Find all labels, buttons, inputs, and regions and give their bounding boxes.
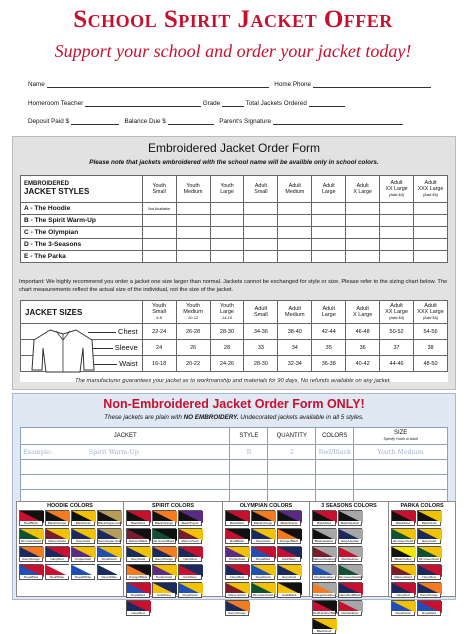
style-header: STYLE <box>230 428 268 445</box>
measurement-value: 37 <box>380 340 414 356</box>
color-swatch: Navy/Orange <box>417 582 441 598</box>
home-phone-label: Home Phone <box>274 81 312 88</box>
qty-cell[interactable] <box>244 227 278 239</box>
jacket-styles-table <box>20 175 448 263</box>
color-group-title: OLYMPIAN COLORS <box>239 503 293 509</box>
qty-cell[interactable] <box>380 251 414 263</box>
qty-cell[interactable] <box>210 203 244 215</box>
color-swatches-section <box>16 501 452 633</box>
color-swatch: Dk Green/Gold <box>251 582 275 598</box>
color-swatch: Red/White <box>45 564 69 580</box>
colors-header: COLORS <box>316 428 354 445</box>
color-swatch: Navy/Gold <box>417 528 441 544</box>
style-row <box>21 203 448 215</box>
note-bold: NO EMBROIDERY. <box>183 414 239 421</box>
size-column-header: Youth Large 14-16 <box>210 301 244 324</box>
style-name: D - The 3-Seasons <box>21 239 143 251</box>
color-swatch: Black/Red <box>312 510 336 526</box>
color-group-title: SPIRIT COLORS <box>152 503 194 509</box>
color-swatch: Navy/Red <box>391 582 415 598</box>
measurement-value: 36 <box>346 340 380 356</box>
color-group <box>16 501 124 597</box>
name-label: Name <box>28 81 45 88</box>
embroidered-order-panel <box>12 136 456 390</box>
measurement-value: 38-40 <box>278 324 312 340</box>
color-swatch: Navy/Red <box>417 564 441 580</box>
size-column-header: Youth Medium <box>176 176 210 203</box>
color-swatch: Royal/Gold <box>97 546 121 562</box>
measurement-value: 35 <box>312 340 346 356</box>
qty-cell[interactable] <box>142 215 176 227</box>
example-size: Youth Medium <box>354 445 448 460</box>
total-jackets-label: Total Jackets Ordered <box>245 100 307 107</box>
sizes-header-row <box>21 301 448 324</box>
color-swatch: Dk Green/Gold <box>19 528 43 544</box>
measurement-value: 38 <box>414 340 448 356</box>
qty-cell[interactable] <box>210 239 244 251</box>
color-swatch: Black/Red <box>126 510 150 526</box>
measurement-value: 34 <box>278 340 312 356</box>
name-row <box>28 80 431 88</box>
color-swatch: Navy/Heather <box>338 528 362 544</box>
color-swatch: Black/Orange <box>251 510 275 526</box>
color-swatch: Royal/Red <box>19 564 43 580</box>
grade-label: Grade <box>202 100 221 107</box>
size-column-header: Youth Large <box>210 176 244 203</box>
style-row <box>21 227 448 239</box>
grade-field[interactable] <box>222 99 244 107</box>
measurement-value: 33 <box>244 340 278 356</box>
page-title: School Spirit Jacket Offer <box>73 6 393 33</box>
color-swatch: Royal/Red <box>417 600 441 616</box>
measurement-value: 40-42 <box>346 356 380 372</box>
color-swatch: Navy/Orange <box>152 546 176 562</box>
qty-cell[interactable] <box>278 215 312 227</box>
size-column-header: Youth Small 6-8 <box>142 301 176 324</box>
order-row[interactable] <box>21 460 448 475</box>
measurement-label: Sleeve <box>21 340 143 356</box>
payment-row <box>28 117 403 125</box>
color-swatch: Navy/Red <box>178 546 202 562</box>
size-header <box>354 428 448 445</box>
qty-cell[interactable] <box>176 227 210 239</box>
measurement-value: 36-38 <box>312 356 346 372</box>
qty-cell[interactable] <box>176 251 210 263</box>
non-embroidered-note <box>13 414 455 421</box>
homeroom-field[interactable] <box>85 99 201 107</box>
non-embroidered-title: Non-Embroidered Jacket Order Form ONLY! <box>103 397 365 411</box>
qty-cell[interactable] <box>142 227 176 239</box>
total-jackets-field[interactable] <box>309 99 345 107</box>
color-swatch: Red/Black <box>225 528 249 544</box>
color-group <box>309 501 389 633</box>
size-column-header: Adult XX Large (Add $4) <box>380 301 414 324</box>
qty-cell[interactable] <box>346 203 380 215</box>
home-phone-field[interactable] <box>313 80 431 88</box>
non-embroidered-order-table <box>20 427 448 505</box>
measurement-value: 34-36 <box>244 324 278 340</box>
qty-cell[interactable] <box>176 203 210 215</box>
jacket-sizes-wrap <box>20 300 448 382</box>
color-swatch: Maroon/Gold <box>391 564 415 580</box>
name-field[interactable] <box>47 80 269 88</box>
color-group <box>388 501 456 615</box>
color-swatch: Black/Red <box>225 510 249 526</box>
style-name: E - The Parka <box>21 251 143 263</box>
color-swatch: Navy/Gold <box>251 528 275 544</box>
color-swatch: Black/Vegas Gold <box>97 510 121 526</box>
order-jacket-cell[interactable] <box>21 475 230 490</box>
example-colors: Red/Black <box>316 445 354 460</box>
styles-header-small: EMBROIDERED <box>24 181 70 187</box>
color-group <box>222 501 310 615</box>
style-name: A - The Hoodie <box>21 203 143 215</box>
example-style: B <box>230 445 268 460</box>
homeroom-row <box>28 99 345 107</box>
color-swatch: Navy/Orange <box>225 600 249 616</box>
deposit-field[interactable] <box>71 117 119 125</box>
size-header-label: SIZE <box>393 430 408 436</box>
measurement-value: 44-46 <box>380 356 414 372</box>
color-swatch: Black/Gold <box>417 510 441 526</box>
color-swatch: Orange/Heather <box>312 582 336 598</box>
order-row[interactable] <box>21 475 448 490</box>
color-swatch: Black/Gold <box>312 618 336 634</box>
color-swatch: Royal/Gold <box>391 600 415 616</box>
color-swatch: Maroon/Heather <box>312 546 336 562</box>
qty-cell[interactable] <box>380 203 414 215</box>
qty-cell[interactable] <box>414 227 448 239</box>
order-header-row <box>21 428 448 445</box>
color-swatch: Maroon/Gold <box>178 528 202 544</box>
color-swatch: Black/Orange <box>45 510 69 526</box>
color-swatch: Purple/Gold <box>152 564 176 580</box>
color-swatch: Dk Green/Heather <box>338 564 362 580</box>
measurement-value: 24-26 <box>210 356 244 372</box>
measurement-value: 54-56 <box>414 324 448 340</box>
example-jacket: Spirit Warm-Up <box>88 448 139 456</box>
qty-cell[interactable] <box>346 215 380 227</box>
measurement-value: 22-24 <box>142 324 176 340</box>
size-column-header: Adult Medium <box>278 176 312 203</box>
measurement-value: 28 <box>210 340 244 356</box>
size-column-header: Adult Large <box>312 176 346 203</box>
note-pre: These jackets are plain with <box>104 414 184 421</box>
qty-cell[interactable] <box>210 251 244 263</box>
color-swatch: Gold/Navy <box>152 582 176 598</box>
color-swatch: Black/Red <box>391 510 415 526</box>
size-column-header: Adult Medium <box>278 301 312 324</box>
size-column-header: Adult XX Large (Add $4) <box>380 176 414 203</box>
color-swatch: Dk Green/Black <box>152 528 176 544</box>
qty-cell[interactable] <box>278 203 312 215</box>
color-swatch: Red/Black <box>19 510 43 526</box>
measurement-value: 28-30 <box>244 356 278 372</box>
qty-cell[interactable] <box>380 239 414 251</box>
qty-cell[interactable] <box>142 251 176 263</box>
color-swatch: Red/Navy <box>178 564 202 580</box>
qty-cell[interactable] <box>414 239 448 251</box>
size-column-header: Adult Small <box>244 301 278 324</box>
styles-header-cell <box>21 176 143 203</box>
color-swatch: Dk Green/Gold <box>391 528 415 544</box>
color-swatch: Orange/Black <box>126 564 150 580</box>
style-row <box>21 251 448 263</box>
page-subtitle: Support your school and order your jacket today! <box>54 41 412 61</box>
qty-cell[interactable] <box>312 203 346 215</box>
qty-cell[interactable] <box>210 227 244 239</box>
color-swatch: Royal/Red <box>126 582 150 598</box>
color-swatch: Navy/Red <box>45 546 69 562</box>
measurement-value: 26 <box>176 340 210 356</box>
signature-label: Parent’s Signature <box>219 118 271 125</box>
color-swatch: Orange/Black <box>277 528 301 544</box>
color-swatch: Navy/Red <box>225 564 249 580</box>
color-swatch: Gold/Black <box>277 582 301 598</box>
measurement-value: 50-52 <box>380 324 414 340</box>
note-post: Undecorated jackets available in all 5 styles. <box>238 414 364 421</box>
order-size-cell[interactable] <box>354 475 448 490</box>
color-swatch: Navy/Gold <box>277 564 301 580</box>
color-swatch: Maroon/Gold <box>225 582 249 598</box>
qty-cell[interactable] <box>176 215 210 227</box>
balance-field[interactable] <box>168 117 214 125</box>
qty-cell[interactable] <box>414 251 448 263</box>
order-quantity-cell[interactable] <box>268 475 316 490</box>
style-row <box>21 215 448 227</box>
color-swatch: Black/Heather <box>312 528 336 544</box>
measurement-value: 48-50 <box>414 356 448 372</box>
measurement-value: 32-34 <box>278 356 312 372</box>
size-column-header: Youth Small <box>142 176 176 203</box>
color-swatch: Red/Heather/Black <box>312 600 336 616</box>
qty-cell[interactable] <box>278 227 312 239</box>
example-jacket-cell <box>21 445 230 460</box>
color-swatch: Dk Green/Gold <box>417 546 441 562</box>
example-row <box>21 445 448 460</box>
qty-cell[interactable] <box>244 203 278 215</box>
qty-cell[interactable] <box>380 215 414 227</box>
styles-header-row <box>21 176 448 203</box>
color-swatch: Navy/White <box>97 564 121 580</box>
deposit-label: Deposit Paid $ <box>28 118 69 125</box>
qty-cell[interactable] <box>210 215 244 227</box>
color-swatch: Purple/Gold <box>71 546 95 562</box>
color-swatch: Navy/Red/Black <box>338 582 362 598</box>
qty-cell[interactable] <box>244 251 278 263</box>
order-style-cell[interactable] <box>230 475 268 490</box>
qty-cell[interactable] <box>312 251 346 263</box>
size-column-header: Adult Large <box>312 301 346 324</box>
order-quantity-cell[interactable] <box>268 460 316 475</box>
qty-cell[interactable] <box>414 203 448 215</box>
qty-cell[interactable] <box>176 239 210 251</box>
color-swatch: Purple/Gold <box>225 546 249 562</box>
homeroom-label: Homeroom Teacher <box>28 100 84 107</box>
color-swatch: Black/Purple <box>178 510 202 526</box>
color-swatch: Black/Yellow <box>391 546 415 562</box>
jacket-outline-icon <box>28 326 98 376</box>
color-group-title: 3 SEASONS COLORS <box>321 503 377 509</box>
order-colors-cell[interactable] <box>316 460 354 475</box>
color-swatch: Black/Purple <box>277 510 301 526</box>
color-swatch: Navy/Red <box>126 600 150 616</box>
non-embroidered-panel <box>12 393 456 633</box>
qty-cell[interactable] <box>346 239 380 251</box>
measurement-value: 16-18 <box>142 356 176 372</box>
qty-cell[interactable] <box>278 251 312 263</box>
color-group-title: PARKA COLORS <box>400 503 444 509</box>
measurement-value: 20-22 <box>176 356 210 372</box>
color-swatch: Maroon/Black <box>126 528 150 544</box>
style-name: B - The Spirit Warm-Up <box>21 215 143 227</box>
style-row <box>21 239 448 251</box>
embroidered-title: Embroidered Jacket Order Form <box>147 141 321 155</box>
qty-cell[interactable] <box>278 239 312 251</box>
color-swatch: Maroon/Gold <box>45 528 69 544</box>
size-column-header: Adult XXX Large (Add $6) <box>414 301 448 324</box>
measurement-label: Waist <box>21 356 143 372</box>
order-jacket-cell[interactable] <box>21 460 230 475</box>
measurement-label: Chest <box>21 324 143 340</box>
qty-cell[interactable]: Not Available <box>142 203 176 215</box>
qty-cell[interactable] <box>142 239 176 251</box>
embroidered-note: Please note that jackets embroidered with the school name will be availble only in school colors. <box>89 159 379 166</box>
measurement-value: 24 <box>142 340 176 356</box>
color-swatch: Black/Heather <box>338 510 362 526</box>
order-style-cell[interactable] <box>230 460 268 475</box>
measurement-value: 42-44 <box>312 324 346 340</box>
jacket-header: JACKET <box>21 428 230 445</box>
color-swatch: Royal/Gold <box>251 564 275 580</box>
example-quantity: 2 <box>268 445 316 460</box>
order-colors-cell[interactable] <box>316 475 354 490</box>
qty-cell[interactable] <box>312 227 346 239</box>
size-column-header: Adult Small <box>244 176 278 203</box>
color-swatch: Black/Orange <box>152 510 176 526</box>
size-column-header: Adult X Large <box>346 176 380 203</box>
measurement-value: 28-30 <box>210 324 244 340</box>
color-swatch: Navy/Gold <box>126 546 150 562</box>
color-group <box>123 501 223 615</box>
color-swatch: Black/Gold <box>71 510 95 526</box>
qty-cell[interactable] <box>312 239 346 251</box>
color-swatch: Navy/Orange <box>19 546 43 562</box>
color-swatch: Red/Heather <box>338 546 362 562</box>
measurement-value: 46-48 <box>346 324 380 340</box>
qty-cell[interactable] <box>346 227 380 239</box>
qty-cell[interactable] <box>346 251 380 263</box>
size-header-sub: Specify Youth or Adult <box>383 437 418 441</box>
important-note: Important: We highly recommend you order a jacket one size larger than normal. Jackets cannot be exchanged for style or size. Please refer to the sizing chart below. The chart measurements reflect the actual size of the individual, not the size of the jacket. <box>19 279 448 293</box>
signature-field[interactable] <box>273 117 403 125</box>
measurement-value: 26-28 <box>176 324 210 340</box>
color-swatch: Royal/Gold <box>178 582 202 598</box>
sizes-header-cell: JACKET SIZES <box>21 301 143 324</box>
color-swatch: Royal/Red <box>251 546 275 562</box>
style-name: C - The Olympian <box>21 227 143 239</box>
example-label: Example: <box>23 448 53 456</box>
quantity-header: QUANTITY <box>268 428 316 445</box>
size-column-header: Adult X Large <box>346 301 380 324</box>
styles-header-label: JACKET STYLES <box>24 187 90 196</box>
color-swatch: Royal/Heather <box>312 564 336 580</box>
color-group-title: HOODIE COLORS <box>47 503 93 509</box>
size-column-header: Youth Medium 10-12 <box>176 301 210 324</box>
qty-cell[interactable] <box>312 215 346 227</box>
qty-cell[interactable] <box>380 227 414 239</box>
color-swatch: Navy/Vegas Gold <box>97 528 121 544</box>
color-swatch: Royal/White <box>71 564 95 580</box>
color-swatch: Navy/Gold <box>71 528 95 544</box>
size-column-header: Adult XXX Large (Add $6) <box>414 176 448 203</box>
balance-label: Balance Due $ <box>124 118 166 125</box>
guarantee-text: The manufacturer guarantees your jacket as to workmanship and materials for 90 days. No refunds available on any jacket. <box>74 378 392 384</box>
qty-cell[interactable] <box>244 215 278 227</box>
qty-cell[interactable] <box>244 239 278 251</box>
color-swatch: Red/Heather <box>338 600 362 616</box>
order-size-cell[interactable] <box>354 460 448 475</box>
color-swatch: Red/Navy <box>277 546 301 562</box>
qty-cell[interactable] <box>414 215 448 227</box>
